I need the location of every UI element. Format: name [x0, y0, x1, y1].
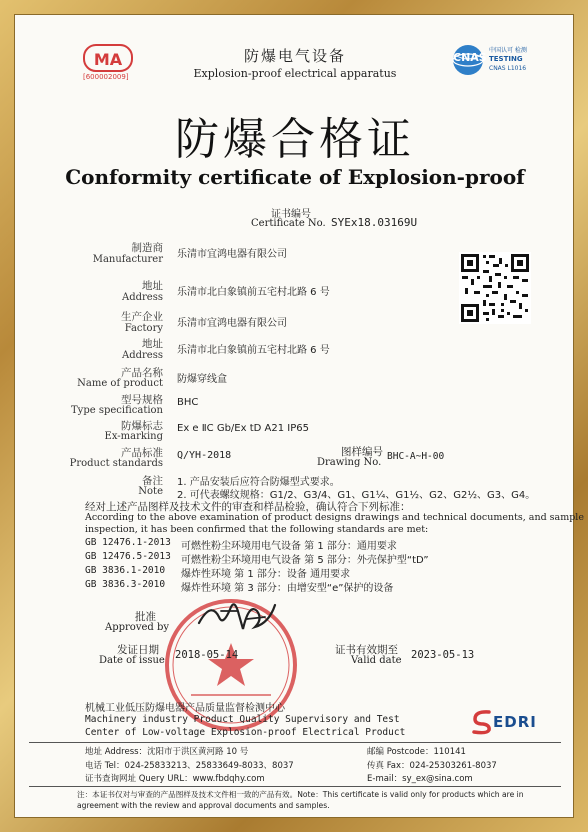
drawing-label-en: Drawing No. [317, 457, 382, 468]
standards-label-en: Product standards [69, 458, 163, 469]
cert-no-value: SYEx18.03169U [331, 216, 418, 229]
contact-url: 证书查询网址 Query URL：www.fbdqhy.com [85, 774, 265, 784]
marking-label-en: Ex-marking [104, 431, 163, 442]
conformity-en1: According to the above examination of product designs drawings and technical documents, and sample [85, 512, 584, 523]
divider-top [29, 742, 561, 743]
address1-label-cn: 地址 [142, 280, 163, 292]
note-label-cn: 备注 [142, 475, 163, 487]
marking-label-cn: 防爆标志 [121, 420, 163, 432]
factory-label-cn: 生产企业 [121, 311, 163, 323]
conformity-cn: 经对上述产品图样及技术文件的审查和样品检验，确认符合下列标准： [85, 501, 411, 513]
standard-code-4: GB 3836.3-2010 [85, 579, 166, 590]
issue-date-label-cn: 发证日期 [117, 644, 159, 656]
issue-date-label-en: Date of issue [99, 655, 165, 666]
cnas-cn: 中国认可 检测 [489, 47, 527, 54]
drawing-value: BHC-A~H-00 [387, 451, 445, 462]
drawing-label-cn: 图样编号 [341, 446, 383, 458]
footer-note-line2: agreement with the review and approval documents and samples. [77, 801, 330, 810]
standard-code-3: GB 3836.1-2010 [85, 565, 166, 576]
standard-desc-1: 可燃性粉尘环境用电气设备 第 1 部分：通用要求 [181, 541, 397, 552]
certificate-paper [14, 14, 584, 818]
cnas-number: CNAS L1016 [489, 65, 527, 72]
address1-label-en: Address [122, 292, 163, 303]
product-label-cn: 产品名称 [121, 367, 163, 379]
svg-text:MA: MA [93, 50, 123, 69]
contact-tel: 电话 Tel：024-25833213、25833649-8033、8037 [85, 761, 294, 771]
cnas-testing: TESTING [489, 55, 523, 63]
header-en-subtitle: Explosion-proof electrical apparatus [193, 67, 397, 80]
signature [191, 593, 281, 641]
standard-desc-4: 爆炸性环境 第 3 部分：由增安型“e”保护的设备 [181, 583, 394, 594]
product-value: 防爆穿线盒 [177, 374, 227, 385]
footer-note-line1: 注：本证书仅对与审查的产品图样及技术文件相一致的产品有效。Note：This certificate is valid only for products which are in [77, 790, 524, 799]
divider-bottom [29, 786, 561, 787]
contact-address: 地址 Address：沈阳市于洪区黄河路 10 号 [85, 747, 249, 757]
type-label-en: Type specification [71, 405, 163, 416]
issuer-en1: Machinery industry Product Quality Supervisory and Test [85, 714, 400, 725]
valid-date-label-en: Valid date [351, 655, 402, 666]
marking-value: Ex e ⅡC Gb/Ex tD A21 IP65 [177, 423, 309, 434]
address2-label-en: Address [122, 350, 163, 361]
address2-value: 乐清市北白象镇前五宅村北路 6 号 [177, 345, 330, 356]
ma-number: [600002009] [83, 73, 129, 81]
edri-mark-icon [471, 709, 493, 735]
cnas-text: CNAS [453, 51, 487, 64]
note-line2: 2. 可代表螺纹规格：G1/2、G3/4、G1、G1¼、G1½、G2、G2½、G3、G4。 [177, 490, 536, 501]
factory-value: 乐清市宜鸿电器有限公司 [177, 318, 287, 329]
note-label-en: Note [138, 486, 163, 497]
valid-date-label-cn: 证书有效期至 [335, 644, 398, 656]
issue-date-value: 2018-05-14 [175, 649, 239, 661]
address2-label-cn: 地址 [142, 338, 163, 350]
type-label-cn: 型号规格 [121, 394, 163, 406]
valid-date-value: 2023-05-13 [411, 649, 475, 661]
contact-postcode: 邮编 Postcode：110141 [367, 747, 466, 757]
standard-code-2: GB 12476.5-2013 [85, 551, 171, 562]
factory-label-en: Factory [124, 323, 163, 334]
issuer-en2: Center of Low-voltage Explosion-proof Electrical Product [85, 727, 406, 738]
type-value: BHC [177, 397, 199, 408]
contact-email: E-mail：sy_ex@sina.com [367, 774, 473, 784]
note-line1: 1. 产品安装后应符合防爆型式要求。 [177, 477, 340, 488]
approved-label-en: Approved by [105, 622, 170, 633]
manufacturer-label-cn: 制造商 [131, 242, 163, 254]
edri-logo [471, 709, 541, 735]
manufacturer-value: 乐清市宜鸿电器有限公司 [177, 249, 287, 260]
conformity-en2: inspection, it has been confirmed that the following standards are met: [85, 524, 429, 535]
standards-value: Q/YH-2018 [177, 450, 232, 461]
standards-label-cn: 产品标准 [121, 447, 163, 459]
issuer-cn: 机械工业低压防爆电器产品质量监督检测中心 [85, 703, 285, 714]
qr-code [459, 252, 531, 324]
manufacturer-label-en: Manufacturer [92, 254, 163, 265]
standard-desc-2: 可燃性粉尘环境用电气设备 第 5 部分：外壳保护型“tD” [181, 555, 429, 566]
standard-desc-3: 爆炸性环境 第 1 部分：设备 通用要求 [181, 569, 351, 580]
cert-no-label-en: Certificate No. [251, 218, 326, 229]
product-label-en: Name of product [77, 378, 163, 389]
standard-code-1: GB 12476.1-2013 [85, 537, 171, 548]
cert-no-label-cn: 证书编号 [271, 209, 311, 220]
approved-label-cn: 批准 [135, 611, 156, 623]
main-title-en: Conformity certificate of Explosion-proof [65, 165, 525, 189]
main-title-cn: 防爆合格证 [175, 114, 415, 165]
header-cn-title: 防爆电气设备 [243, 47, 346, 65]
edri-text: EDRI [493, 713, 537, 731]
address1-value: 乐清市北白象镇前五宅村北路 6 号 [177, 287, 330, 298]
contact-fax: 传真 Fax：024-25303261-8037 [367, 761, 497, 771]
